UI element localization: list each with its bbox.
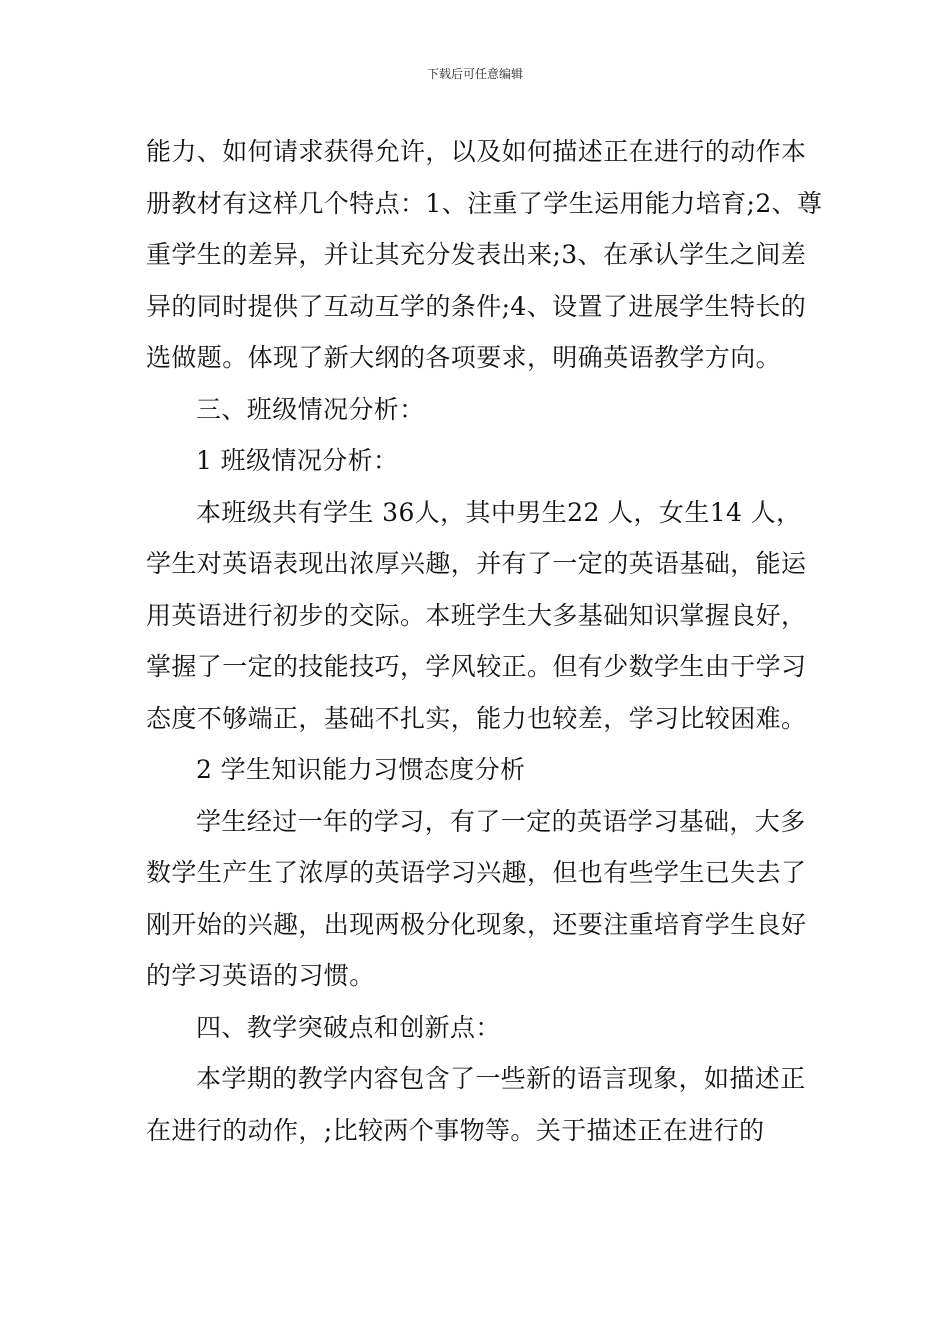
document-body — [146, 126, 826, 1156]
paragraph-student-ability: 学生经过一年的学习，有了一定的英语学习基础，大多数学生产生了浓厚的英语学习兴趣，但也有些学生已失去了刚开始的兴趣，出现两极分化现象，还要注重培育学生良好的学习英语的习惯。 — [146, 806, 807, 990]
paragraph-breakthrough-points: 本学期的教学内容包含了一些新的语言现象，如描述正在进行的动作，;比较两个事物等。关于描述正在进行的 — [146, 1064, 806, 1145]
heading-class-analysis: 三、班级情况分析： — [196, 394, 425, 424]
paragraph-class-situation: 本班级共有学生 36人，其中男生22 人，女生14 人，学生对英语表现出浓厚兴趣，并有了一定的英语基础，能运用英语进行初步的交际。本班学生大多基础知识掌握良好，掌握了一定的技能技巧，学风较正。但有少数学生由于学习态度不够端正，基础不扎实，能力也较差，学习比较困难。 — [146, 497, 807, 733]
subheading-class-situation: 1 班级情况分析： — [196, 446, 399, 475]
subheading-student-ability: 2 学生知识能力习惯态度分析 — [196, 755, 526, 784]
paragraph-1: 能力、如何请求获得允许，以及如何描述正在进行的动作本册教材有这样几个特点：1、注重了学生运用能力培育;2、尊重学生的差异，并让其充分发表出来;3、在承认学生之间差异的同时提供了互动互学的条件;4、设置了进展学生特长的选做题。体现了新大纲的各项要求，明确英语教学方向。 — [146, 137, 823, 372]
heading-breakthrough-points: 四、教学突破点和创新点： — [196, 1012, 501, 1042]
page-header: 下载后可任意编辑 — [426, 67, 523, 81]
